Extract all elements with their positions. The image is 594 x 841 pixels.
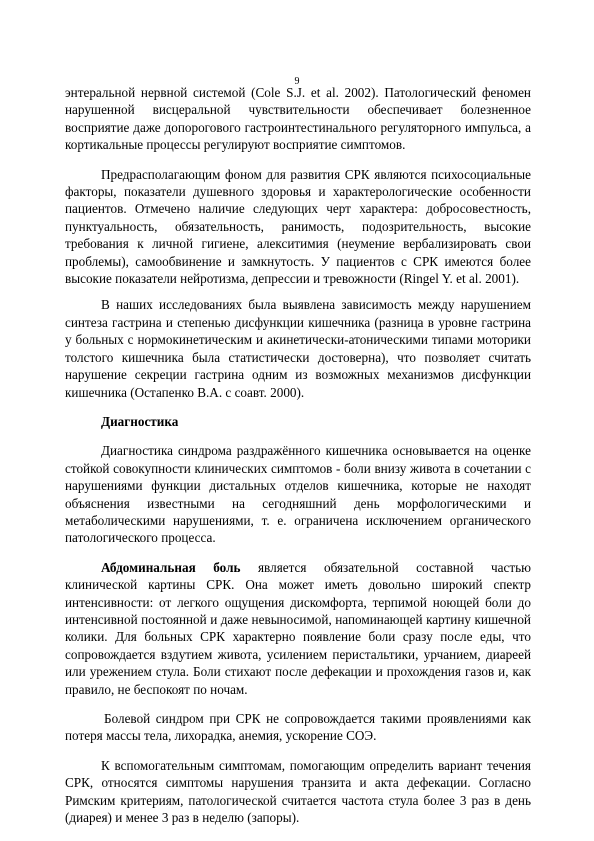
abdominal-pain-text: является обязательной составной частью клинической картины СРК. Она может иметь довольно широкий спектр интенсивности: от легкого ощущения дискомфорта, терпимой ноющей боли до интенсивной постоянной и даже невыносимой, напоминающей картину кишечной колики. Для больных СРК характерно появление боли сразу после еды, что сопровождается вздутием живота, усилением перистальтики, урчанием, диареей или урежением стула. Боли стихают после дефекации и прохождения газов и, как правило, не беспокоят по ночам. [65, 559, 532, 697]
paragraph-neural-system: энтеральной нервной системой (Cole S.J. et al. 2002). Патологический феномен нарушенной висцеральной чувствительности обеспечивает болезненное восприятие даже допорогового гастроинтестинального регуляторного импульса, а кортикальные процессы регулируют восприятие симптомов. [65, 85, 531, 153]
paragraph-diagnostics: Диагностика синдрома раздражённого кишечника основывается на оценке стойкой совокупности клинических симптомов - боли внизу живота в сочетании с нарушениями функции дистальных отделов кишечника, которые не находят объяснения известными на сегодняшний день морфологическими и метаболическими нарушениями, т. е. ограничена исключением органического патологического процесса. [65, 443, 531, 546]
paragraph-pain-syndrome: Болевой синдром при СРК не сопровождается такими проявлениями как потеря массы тела, лихорадка, анемия, ускорение СОЭ. [65, 711, 531, 744]
section-heading-diagnostics: Диагностика [101, 413, 179, 429]
paragraph-auxiliary-symptoms: К вспомогательным симптомам, помогающим определить вариант течения СРК, относятся симптомы нарушения транзита и акта дефекации. Согласно Римским критериям, патологической считается частота стула более 3 раз в день (диарея) и менее 3 раз в неделю (запоры). [65, 757, 531, 826]
paragraph-psychosocial-factors: Предрасполагающим фоном для развития СРК являются психосоциальные факторы, показатели душевного здоровья и характерологические особенности пациентов. Отмечено наличие следующих черт характера: добросовестность, пунктуальность, обязательность, ранимость, подозрительность, высокие требования к личной гигиене, алекситимия (неумение вербализировать свои проблемы), самообвинение и замкнутость. У пациентов с СРК имеются более высокие показатели нейротизма, депрессии и тревожности (Ringel Y. et al. 2001). [65, 166, 531, 287]
page-number: 9 [294, 76, 300, 87]
paragraph-abdominal-pain [65, 559, 531, 698]
paragraph-gastrin-research: В наших исследованиях была выявлена зависимость между нарушением синтеза гастрина и степенью дисфункции кишечника (разница в уровне гастрина у больных с нормокинетическим и акинетически-атоническими типами моторики толстого кишечника была статистически достоверна), что позволяет считать нарушение секреции гастрина одним из возможных механизмов дисфункции кишечника (Остапенко В.А. с соавт. 2000). [65, 297, 531, 400]
term-abdominal-pain: Абдоминальная боль [101, 559, 241, 575]
document-body [65, 84, 531, 826]
